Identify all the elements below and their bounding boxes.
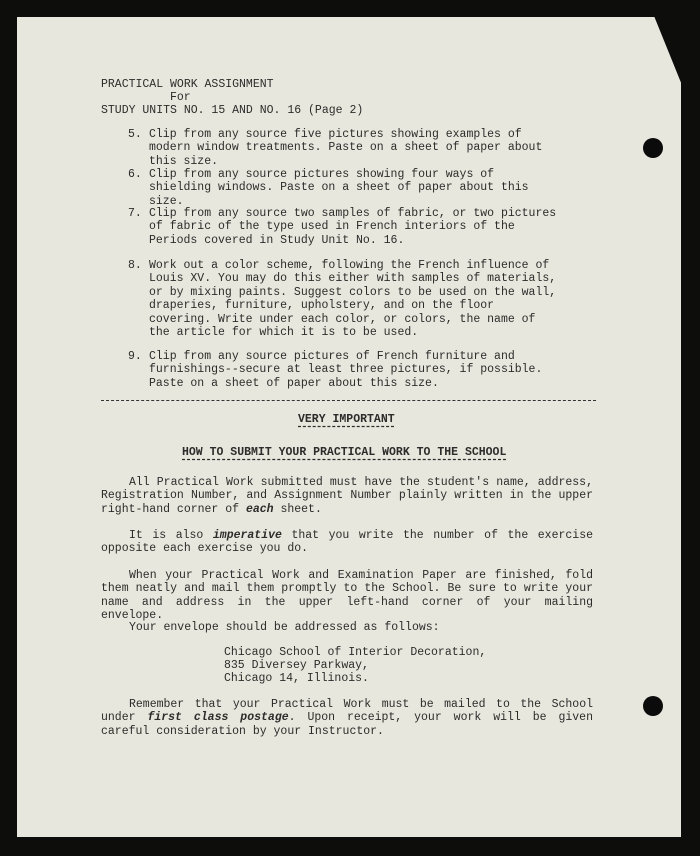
- paragraph-text: Remember that your Practical Work must be mailed to the School under: [101, 698, 593, 725]
- item-number: 6.: [128, 168, 142, 181]
- punch-hole-top: [643, 138, 663, 158]
- paragraph-submission: [101, 476, 593, 516]
- address-line-1: Chicago School of Interior Decoration,: [224, 646, 487, 659]
- paragraph-envelope: Your envelope should be addressed as follows:: [129, 621, 440, 634]
- item-text: Clip from any source pictures of French furniture and furnishings--secure at least three pictures, if possible. Paste on a sheet of paper about this size.: [149, 350, 543, 390]
- paragraph-text: . Upon receipt, your work will be given careful consideration by your Instructor.: [101, 711, 593, 738]
- paragraph-exercise-number: [101, 529, 593, 556]
- paragraph-text: All Practical Work submitted must have the student's name, address, Registration Number, and Assignment Number plainly written in the upper right-hand corner of: [101, 476, 593, 516]
- emphasis-text: first class postage: [147, 711, 289, 725]
- punch-hole-bottom: [643, 696, 663, 716]
- paragraph-text: that you write the number of the exercise opposite each exercise you do.: [101, 529, 593, 556]
- item-number: 8.: [128, 259, 142, 272]
- paragraph-text: sheet.: [273, 502, 322, 516]
- paragraph-mailing: When your Practical Work and Examination Paper are finished, fold them neatly and mail them promptly to the School. Be sure to write your name and address in the upper left-hand corner of your mailing envelope.: [101, 569, 593, 623]
- header-line-1: PRACTICAL WORK ASSIGNMENT: [101, 78, 274, 91]
- item-number: 5.: [128, 128, 142, 141]
- paragraph-text: It is also: [129, 529, 213, 542]
- item-text: Clip from any source two samples of fabric, or two pictures of fabric of the type used in French interiors of the Periods covered in Study Unit No. 16.: [149, 207, 557, 247]
- item-text: Clip from any source five pictures showing examples of modern window treatments. Paste on a sheet of paper about this size.: [149, 128, 543, 168]
- dashed-separator: [101, 400, 596, 401]
- paragraph-reminder: [101, 698, 593, 738]
- notice-subheading: HOW TO SUBMIT YOUR PRACTICAL WORK TO THE SCHOOL: [182, 446, 507, 459]
- emphasis-text: each: [245, 502, 274, 516]
- item-text: Clip from any source pictures showing four ways of shielding windows. Paste on a sheet of paper about this size.: [149, 168, 529, 208]
- header-line-2: For: [170, 91, 191, 104]
- address-line-3: Chicago 14, Illinois.: [224, 672, 369, 685]
- notice-heading: VERY IMPORTANT: [298, 413, 395, 426]
- item-number: 7.: [128, 207, 142, 220]
- emphasis-text: imperative: [212, 529, 282, 542]
- item-text: Work out a color scheme, following the French influence of Louis XV. You may do this either with samples of materials, or by mixing paints. Suggest colors to be used on the wall, draperies, furniture, upholstery, and on the floor covering. Write under each color, or colors, the name of the article for which it is to be used.: [149, 259, 557, 340]
- header-line-3: STUDY UNITS NO. 15 AND NO. 16 (Page 2): [101, 104, 364, 117]
- item-number: 9.: [128, 350, 142, 363]
- address-line-2: 835 Diversey Parkway,: [224, 659, 369, 672]
